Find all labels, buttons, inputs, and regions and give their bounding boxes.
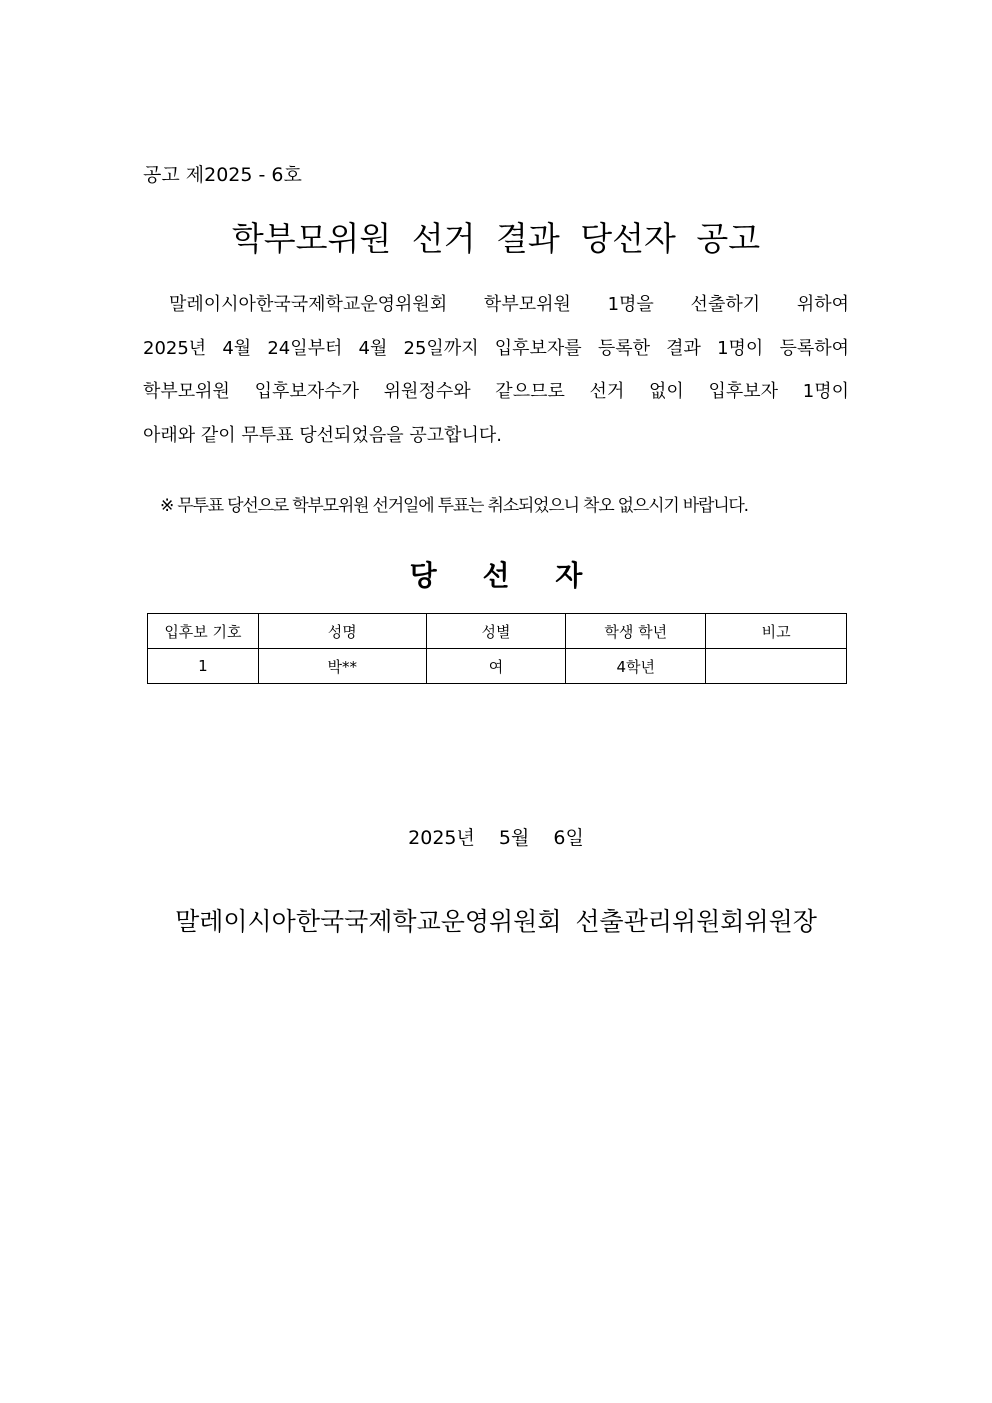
body-line: 2025년 4월 24일부터 4월 25일까지 입후보자를 등록한 결과 1명이 등록하여 bbox=[143, 337, 849, 359]
signature-line: 말레이시아한국국제학교운영위원회 선출관리위원회위원장 bbox=[175, 907, 817, 936]
table-row bbox=[148, 649, 847, 684]
body-line: 아래와 같이 무투표 당선되었음을 공고합니다. bbox=[143, 424, 502, 446]
notice-number: 공고 제2025 - 6호 bbox=[143, 164, 302, 186]
notice-date: 2025년 5월 6일 bbox=[408, 827, 584, 849]
document-title: 학부모위원 선거 결과 당선자 공고 bbox=[231, 219, 761, 258]
header-remarks: 비고 bbox=[706, 614, 847, 649]
header-student-grade: 학생 학년 bbox=[566, 614, 706, 649]
table-header-row bbox=[148, 614, 847, 649]
header-name: 성명 bbox=[258, 614, 426, 649]
cell-gender: 여 bbox=[426, 649, 566, 684]
body-line: 학부모위원 입후보자수가 위원정수와 같으므로 선거 없이 입후보자 1명이 bbox=[143, 381, 849, 402]
header-gender: 성별 bbox=[426, 614, 566, 649]
winner-table bbox=[147, 613, 847, 684]
note-text: ※ 무투표 당선으로 학부모위원 선거일에 투표는 취소되었으니 착오 없으시기 바랍니다. bbox=[160, 496, 748, 516]
cell-remarks bbox=[706, 649, 847, 684]
winner-heading: 당 선 자 bbox=[409, 559, 601, 592]
cell-student-grade: 4학년 bbox=[566, 649, 706, 684]
cell-candidate-number: 1 bbox=[148, 649, 259, 684]
header-candidate-number: 입후보 기호 bbox=[148, 614, 259, 649]
notice-body bbox=[143, 283, 849, 457]
body-line: 말레이시아한국국제학교운영위원회 학부모위원 1명을 선출하기 위하여 bbox=[169, 294, 849, 315]
cell-name: 박** bbox=[258, 649, 426, 684]
